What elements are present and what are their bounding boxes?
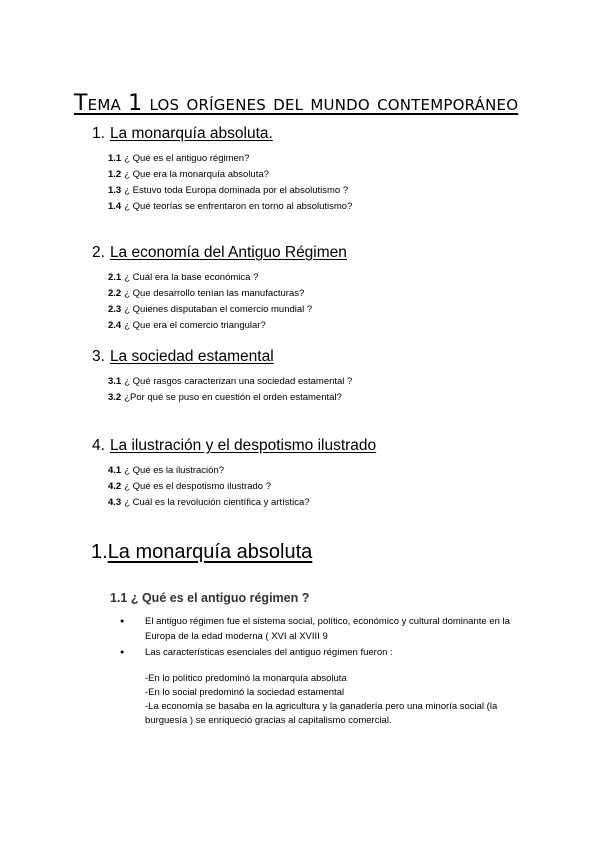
question-number: 4.1	[108, 465, 122, 476]
index-section-3	[92, 348, 352, 406]
index-heading-number: 2.	[92, 244, 105, 261]
characteristic-line: -En lo político predominó la monarquía absoluta	[145, 673, 347, 684]
index-heading	[92, 348, 352, 366]
index-heading-number: 1.	[92, 125, 105, 142]
question-list	[92, 374, 352, 406]
section-heading-text: La monarquía absoluta	[107, 541, 313, 563]
question-number: 4.2	[108, 481, 122, 492]
question-text: ¿ Que era la monarquía absoluta?	[124, 169, 269, 180]
index-section-4	[92, 437, 376, 511]
question-number: 1.4	[108, 201, 122, 212]
index-heading-number: 3.	[92, 348, 105, 365]
bullet-item: ● El antiguo régimen fue el sistema social, político, económico y cultural dominante en la Europa de la edad moderna ( XVI al XVIII 9	[118, 614, 515, 644]
question-item	[108, 302, 347, 318]
question-text: ¿ Quienes disputaban el comercio mundial ?	[124, 304, 313, 315]
index-heading-text: La sociedad estamental	[109, 348, 274, 365]
characteristics-list	[145, 672, 505, 728]
question-item	[108, 318, 347, 334]
question-number: 2.3	[108, 304, 122, 315]
question-number: 3.1	[108, 376, 122, 387]
question-text: ¿ Cuál es la revolución científica y artística?	[124, 497, 310, 508]
index-heading-text: La economía del Antiguo Régimen	[109, 244, 347, 261]
index-heading	[92, 125, 352, 143]
question-item	[108, 151, 352, 167]
question-text: ¿ Que era el comercio triangular?	[124, 320, 266, 331]
index-section-2	[92, 244, 347, 334]
index-heading-number: 4.	[92, 437, 105, 454]
question-number: 3.2	[108, 392, 122, 403]
question-item	[108, 390, 352, 406]
question-list	[92, 151, 352, 215]
question-number: 1.2	[108, 169, 122, 180]
question-number: 4.3	[108, 497, 122, 508]
question-item	[108, 199, 352, 215]
bullet-list	[118, 614, 515, 660]
section-heading	[91, 541, 312, 564]
question-item	[108, 167, 352, 183]
bullet-item: ● Las características esenciales del antiguo régimen fueron :	[118, 645, 515, 660]
index-heading	[92, 437, 376, 455]
question-text: ¿ Qué es el despotismo ilustrado ?	[124, 481, 272, 492]
question-text: ¿ Qué es el antiguo régimen?	[124, 153, 250, 164]
characteristic-line: -La economía se basaba en la agricultura y la ganadería pero una minoría social (la burguesía ) se enriqueció gracias al capitalismo comercial.	[145, 701, 498, 726]
question-text: ¿ Qué rasgos caracterizan una sociedad estamental ?	[124, 376, 353, 387]
question-list	[92, 270, 347, 334]
characteristic-line: -En lo social predominó la sociedad estamental	[145, 687, 345, 698]
section-heading-number: 1.	[91, 541, 108, 563]
question-text: ¿ Cuál era la base económica ?	[124, 272, 259, 283]
question-item	[108, 183, 352, 199]
question-item	[108, 495, 376, 511]
question-text: ¿ Estuvo toda Europa dominada por el absolutismo ?	[124, 185, 349, 196]
question-number: 1.3	[108, 185, 122, 196]
index-section-1	[92, 125, 352, 215]
subsection-heading: 1.1 ¿ Qué es el antiguo régimen ?	[110, 591, 310, 605]
question-item	[108, 463, 376, 479]
question-number: 2.2	[108, 288, 122, 299]
question-item	[108, 286, 347, 302]
question-item	[108, 479, 376, 495]
question-text: ¿ Qué es la ilustración?	[124, 465, 225, 476]
index-heading-text: La monarquía absoluta.	[109, 125, 273, 142]
question-number: 2.1	[108, 272, 122, 283]
index-heading	[92, 244, 347, 262]
question-number: 1.1	[108, 153, 122, 164]
question-text: ¿ Qué teorías se enfrentaron en torno al absolutismo?	[124, 201, 353, 212]
question-item	[108, 270, 347, 286]
question-text: ¿Por qué se puso en cuestión el orden estamental?	[124, 392, 342, 403]
index-heading-text: La ilustración y el despotismo ilustrado	[109, 437, 377, 454]
question-list	[92, 463, 376, 511]
question-number: 2.4	[108, 320, 122, 331]
question-text: ¿ Que desarrollo tenían las manufacturas?	[124, 288, 305, 299]
question-item	[108, 374, 352, 390]
document-title: Tema 1 los orígenes del mundo contemporáneo	[74, 90, 519, 116]
